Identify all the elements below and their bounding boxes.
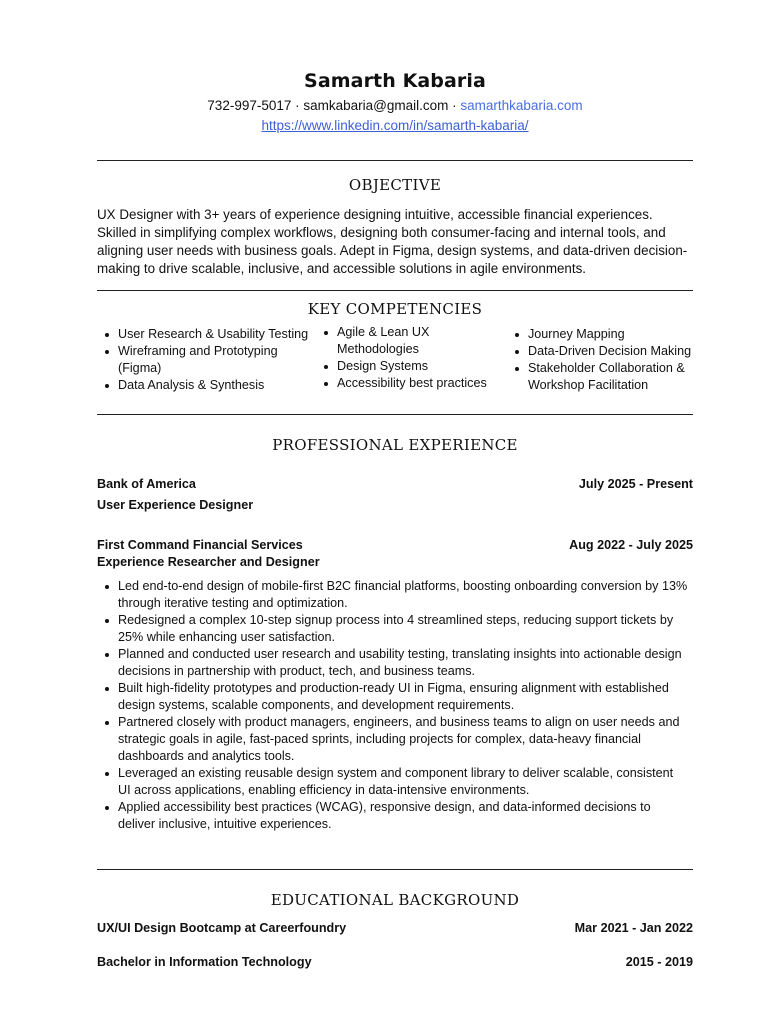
list-item: Planned and conducted user research and usability testing, translating insights into actionable design decisions in partnership with product, tech, and business teams. (97, 646, 693, 680)
list-item: Wireframing and Prototyping (Figma) (97, 343, 315, 377)
separator: · (291, 98, 304, 113)
experience-heading: PROFESSIONAL EXPERIENCE (272, 436, 518, 454)
objective-heading: OBJECTIVE (348, 176, 442, 194)
education-dates: 2015 - 2019 (625, 955, 693, 969)
education-dates: Mar 2021 - Jan 2022 (574, 921, 693, 935)
list-item: Leveraged an existing reusable design system and component library to deliver scalable, consistent UI across applications, enabling efficiency in data-intensive environments. (97, 765, 693, 799)
competencies-heading: KEY COMPETENCIES (307, 300, 483, 318)
job-dates: July 2025 - Present (578, 477, 693, 491)
list-item: User Research & Usability Testing (97, 326, 315, 343)
resume-page (97, 0, 693, 1020)
list-item: Accessibility best practices (316, 375, 498, 392)
list-item: Led end-to-end design of mobile-first B2C financial platforms, boosting onboarding conversion by 13% through iterative testing and optimization. (97, 578, 693, 612)
divider (97, 414, 693, 415)
education-name: UX/UI Design Bootcamp at Careerfoundry (97, 921, 347, 935)
list-item: Built high-fidelity prototypes and production-ready UI in Figma, ensuring alignment with established design systems, scalable components, and development requirements. (97, 680, 693, 714)
education-item (97, 920, 693, 937)
competencies-column-3 (507, 326, 693, 394)
email-address: samkabaria@gmail.com (303, 98, 449, 113)
divider (97, 160, 693, 161)
job-title: User Experience Designer (97, 498, 254, 512)
website-link[interactable]: samarthkabaria.com (460, 98, 583, 113)
education-heading: EDUCATIONAL BACKGROUND (270, 891, 520, 909)
phone-number: 732-997-5017 (207, 98, 292, 113)
list-item: Data Analysis & Synthesis (97, 377, 315, 394)
separator: · (448, 98, 461, 113)
contact-line (97, 98, 693, 113)
list-item: Agile & Lean UX Methodologies (316, 324, 498, 358)
job-dates: Aug 2022 - July 2025 (569, 538, 693, 552)
list-item: Redesigned a complex 10-step signup process into 4 streamlined steps, reducing support tickets by 25% while enhancing user satisfaction. (97, 612, 693, 646)
job-title: Experience Researcher and Designer (97, 555, 320, 569)
divider (97, 869, 693, 870)
candidate-name: Samarth Kabaria (304, 70, 486, 92)
competencies-column-1 (97, 326, 315, 394)
job-header (97, 537, 693, 554)
list-item: Applied accessibility best practices (WCAG), responsive design, and data-informed decisions to deliver inclusive, intuitive experiences. (97, 799, 693, 833)
company-name: Bank of America (97, 477, 196, 491)
list-item: Journey Mapping (507, 326, 693, 343)
linkedin-line (97, 118, 693, 133)
education-name: Bachelor in Information Technology (97, 955, 312, 969)
company-name: First Command Financial Services (97, 538, 303, 552)
job-header (97, 476, 693, 493)
competencies-column-2 (316, 324, 498, 392)
list-item: Data-Driven Decision Making (507, 343, 693, 360)
list-item: Stakeholder Collaboration & Workshop Facilitation (507, 360, 693, 394)
list-item: Design Systems (316, 358, 498, 375)
linkedin-link[interactable]: https://www.linkedin.com/in/samarth-kabaria/ (261, 118, 529, 133)
job-bullets (97, 578, 693, 833)
objective-text: UX Designer with 3+ years of experience designing intuitive, accessible financial experiences. Skilled in simplifying complex workflows, designing both consumer-facing and internal tools, and aligning user needs with business goals. Adept in Figma, design systems, and data-driven decision-making to drive scalable, inclusive, and accessible solutions in agile environments. (97, 207, 688, 276)
education-item (97, 954, 693, 971)
divider (97, 290, 693, 291)
list-item: Partnered closely with product managers, engineers, and business teams to align on user needs and strategic goals in agile, fast-paced sprints, including projects for complex, data-heavy financial dashboards and analytics tools. (97, 714, 693, 765)
